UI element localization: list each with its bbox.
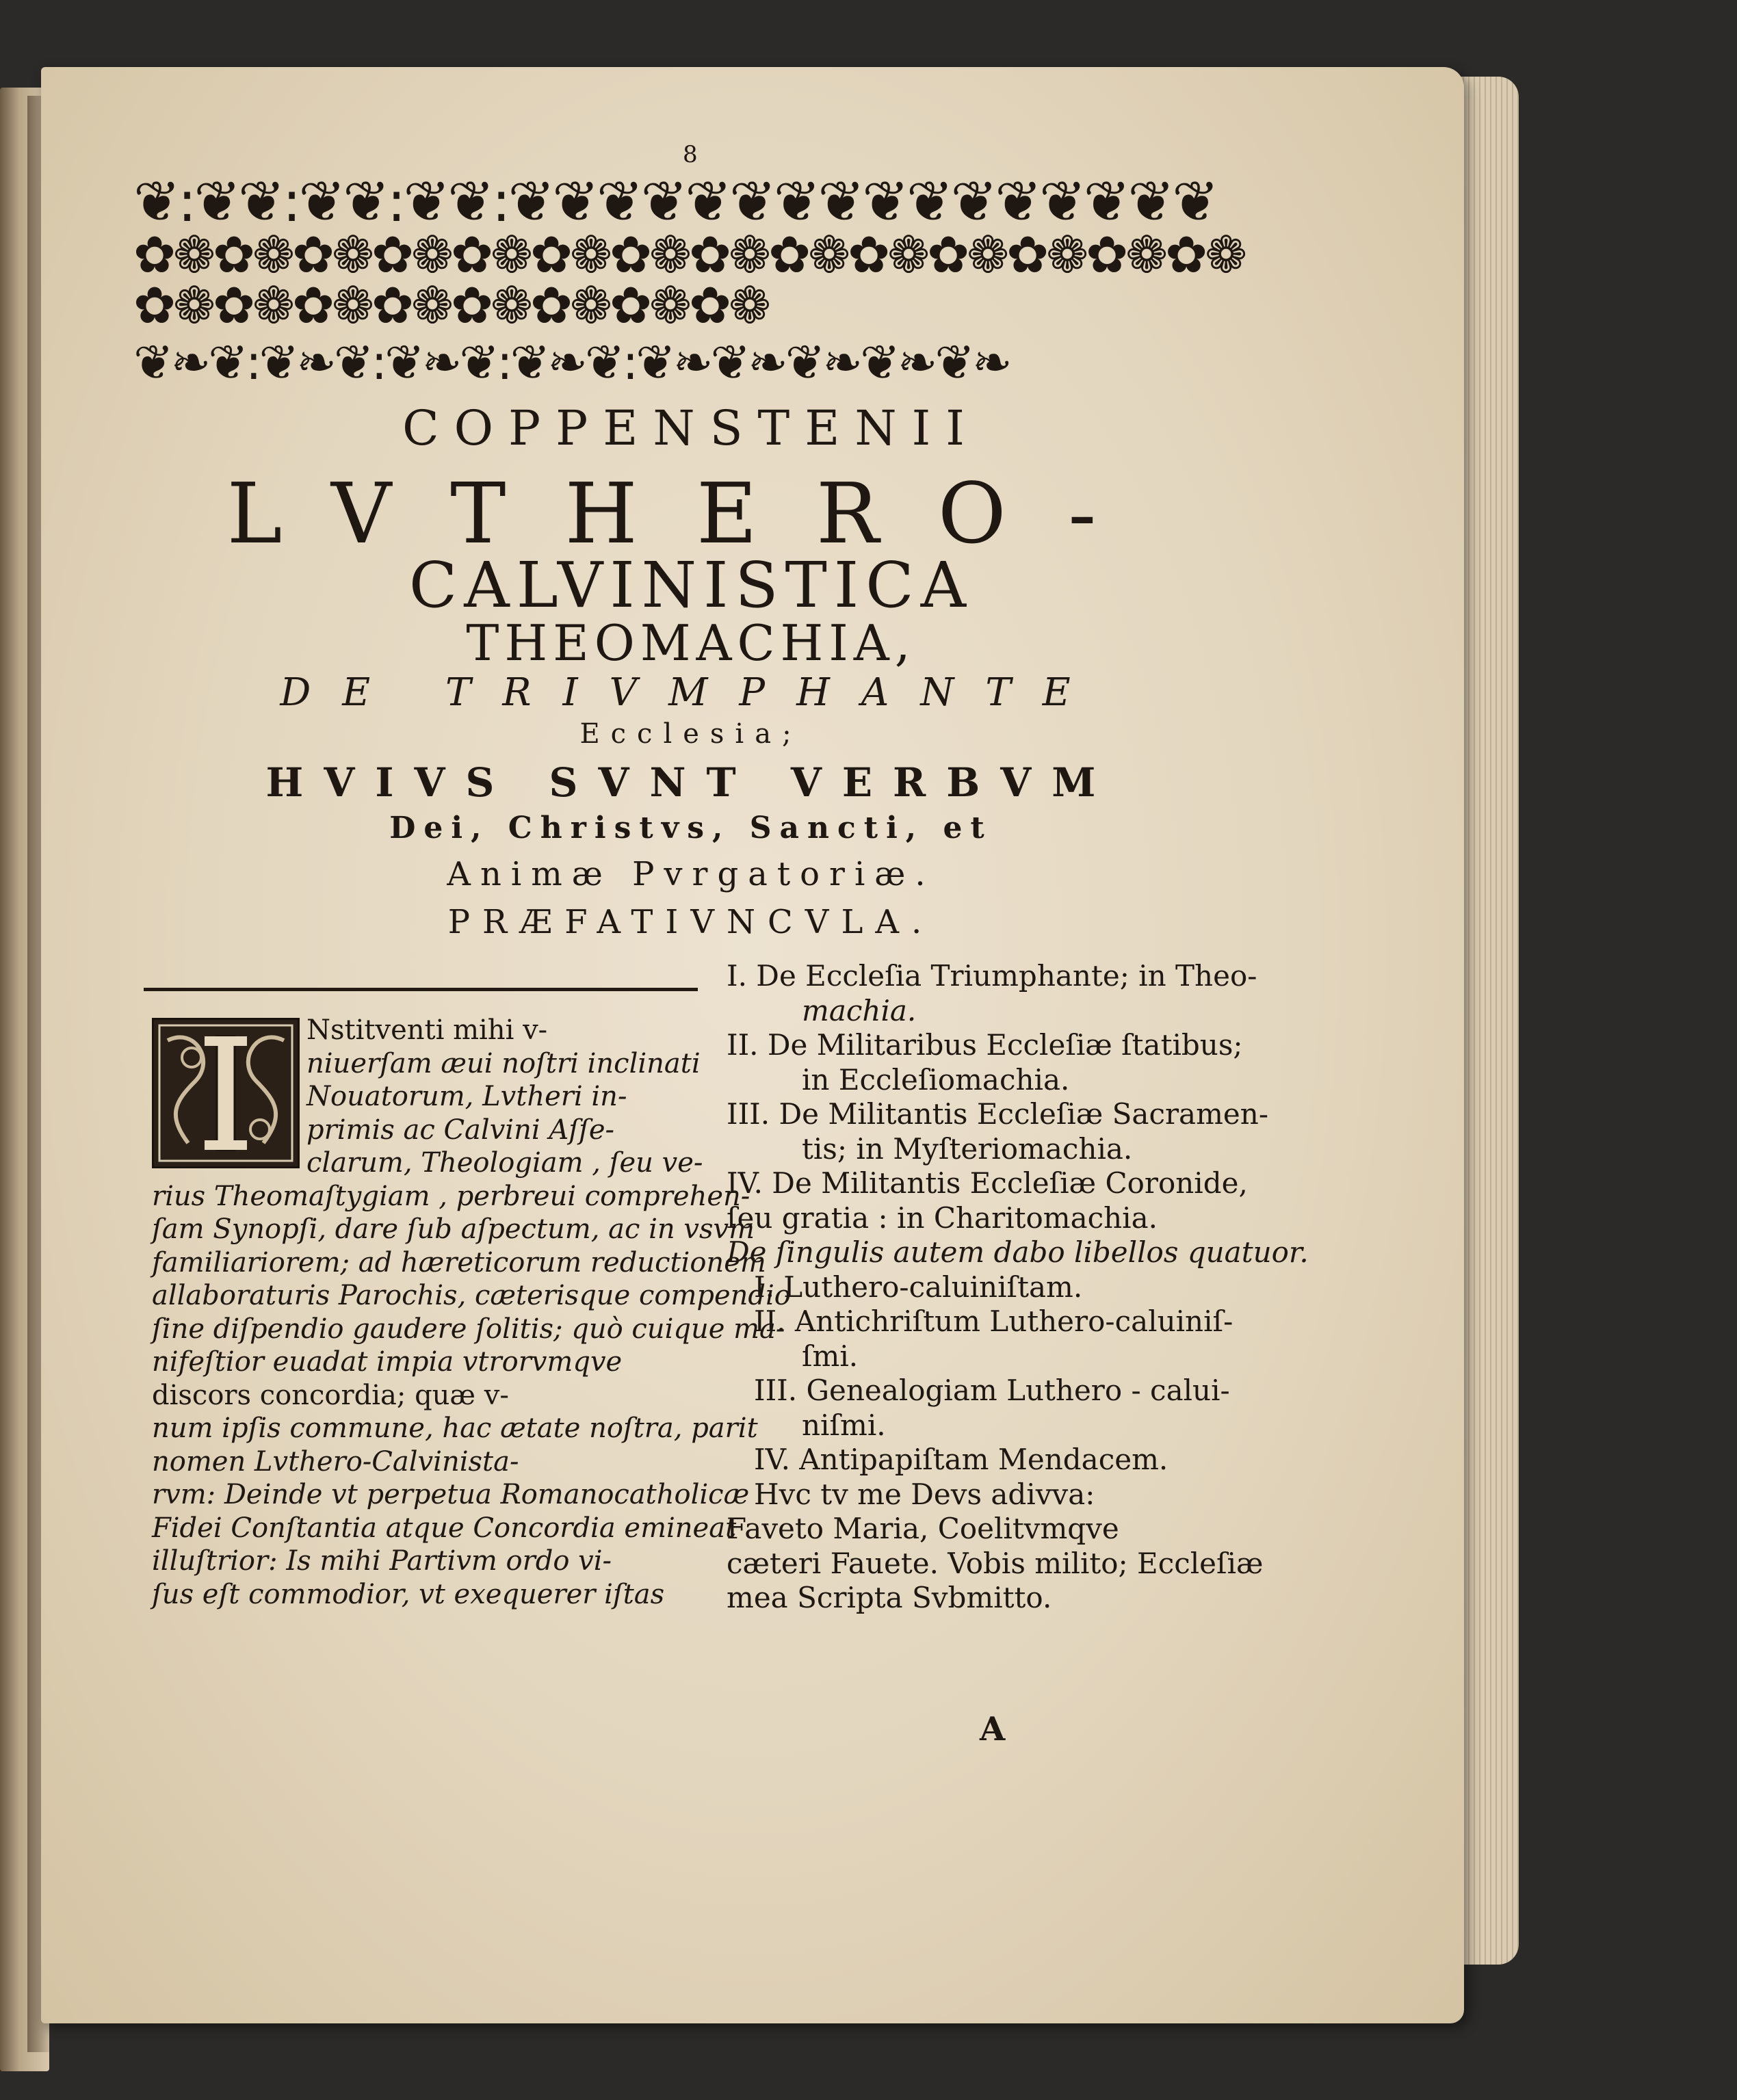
preface-line: discors concordia; quæ v- [152, 1379, 509, 1411]
preface-line: nomen Lvthero-Calvinista- [152, 1445, 519, 1478]
contents-line: De ſingulis autem dabo libellos quatuor. [727, 1235, 1309, 1269]
preface-line: allaboraturis Parochis, cæterisque compendio [152, 1280, 791, 1311]
contents-line: Faveto Maria, Coelitvmqve [727, 1512, 1119, 1545]
preface-left-column [152, 1014, 791, 1611]
preface-line: illuſtrior: Is mihi Partivm ordo vi- [152, 1545, 612, 1577]
page-number: 8 [683, 141, 698, 168]
contents-right-column [727, 959, 1309, 1616]
contents-line: machia. [802, 993, 917, 1027]
column-rule [144, 988, 698, 991]
contents-line: I. De Eccleſia Triumphante; in Theo- [727, 959, 1257, 993]
title-calvinistica: CALVINISTICA [408, 549, 974, 622]
contents-line: I. Luthero-caluiniſtam. [754, 1270, 1083, 1304]
contents-line: ſmi. [802, 1339, 859, 1373]
signature-mark: A [980, 1710, 1006, 1748]
preface-line: Nstitventi mihi v- [306, 1014, 548, 1046]
title-huius-sunt: HVIVS SVNT VERBVM [265, 759, 1116, 806]
preface-line: familiariorem; ad hæreticorum reductionem [152, 1246, 766, 1278]
preface-line: Fidei Conſtantia atque Concordia emineat [152, 1512, 737, 1544]
preface-line: primis ac Calvini Aſſe- [306, 1114, 615, 1146]
contents-line: III. De Militantis Eccleſiæ Sacramen- [727, 1097, 1269, 1131]
ornament-band-bottom: ❦❧❦:❦❧❦:❦❧❦:❦❧❦:❦❧❦❧❦❧❦❧❦❧ [133, 334, 1010, 391]
contents-line: Hvc tv me Devs adivva: [754, 1477, 1095, 1511]
preface-line: ſus eſt commodior, vt exequerer iſtas [152, 1578, 665, 1610]
preface-line: nifeſtior euadat impia vtrorvmqve [152, 1346, 623, 1378]
contents-line: cæteri Fauete. Vobis milito; Eccleſiæ [727, 1546, 1264, 1580]
preface-line: rvm: Deinde vt perpetua Romanocatholicæ [152, 1479, 750, 1510]
title-praefatiuncula: PRÆFATIVNCVLA. [447, 903, 935, 941]
title-luthero: LVTHERO- [226, 465, 1155, 562]
contents-line: tis; in Myſteriomachia. [802, 1131, 1133, 1166]
title-ecclesia: Ecclesia; [579, 718, 802, 750]
preface-line: num ipſis commune, hac ætate noſtra, parit [152, 1413, 758, 1444]
contents-line: II. Antichriſtum Luthero-caluiniſ- [754, 1304, 1233, 1338]
title-dei-christus: Dei, Christvs, Sancti, et [389, 811, 993, 845]
ornament-band-middle: ✿❁✿❁✿❁✿❁✿❁✿❁✿❁✿❁✿❁✿❁✿❁✿❁✿❁✿❁✿❁✿❁✿❁✿❁✿❁✿❁✿❁✿❁ [133, 226, 1245, 335]
contents-line: in Eccleſiomachia. [802, 1062, 1070, 1097]
preface-line: niuerſam æui noſtri inclinati [306, 1047, 701, 1079]
contents-line: IV. Antipapiſtam Mendacem. [754, 1443, 1168, 1476]
title-author: COPPENSTENII [402, 400, 980, 456]
title-animae: Animæ Pvrgatoriæ. [447, 855, 935, 893]
title-theomachia: THEOMACHIA, [466, 614, 916, 672]
preface-line: Nouatorum, Lvtheri in- [306, 1081, 627, 1112]
preface-line: rius Theomaſtygiam , perbreui comprehen- [152, 1180, 750, 1212]
preface-line: clarum, Theologiam , ſeu ve- [306, 1147, 703, 1179]
contents-line: IV. De Militantis Eccleſiæ Coronide, [727, 1166, 1248, 1200]
ornament-band-top: ❦:❦❦:❦❦:❦❦:❦❦❦❦❦❦❦❦❦❦❦❦❦❦❦❦ [133, 170, 1216, 235]
title-de-triumphante: DE TRIVMPHANTE [280, 670, 1102, 715]
contents-line: II. De Militaribus Eccleſiæ ſtatibus; [727, 1028, 1243, 1062]
contents-line: mea Scripta Svbmitto. [727, 1581, 1052, 1614]
contents-line: niſmi. [802, 1408, 886, 1442]
preface-line: ſine diſpendio gaudere ſolitis; quò cuique ma- [152, 1313, 785, 1345]
contents-line: III. Genealogiam Luthero - calui- [754, 1374, 1230, 1407]
contents-line: ſeu gratia : in Charitomachia. [727, 1200, 1158, 1235]
preface-line: ſam Synopſi, dare ſub aſpectum, ac in vsvm [152, 1213, 755, 1245]
